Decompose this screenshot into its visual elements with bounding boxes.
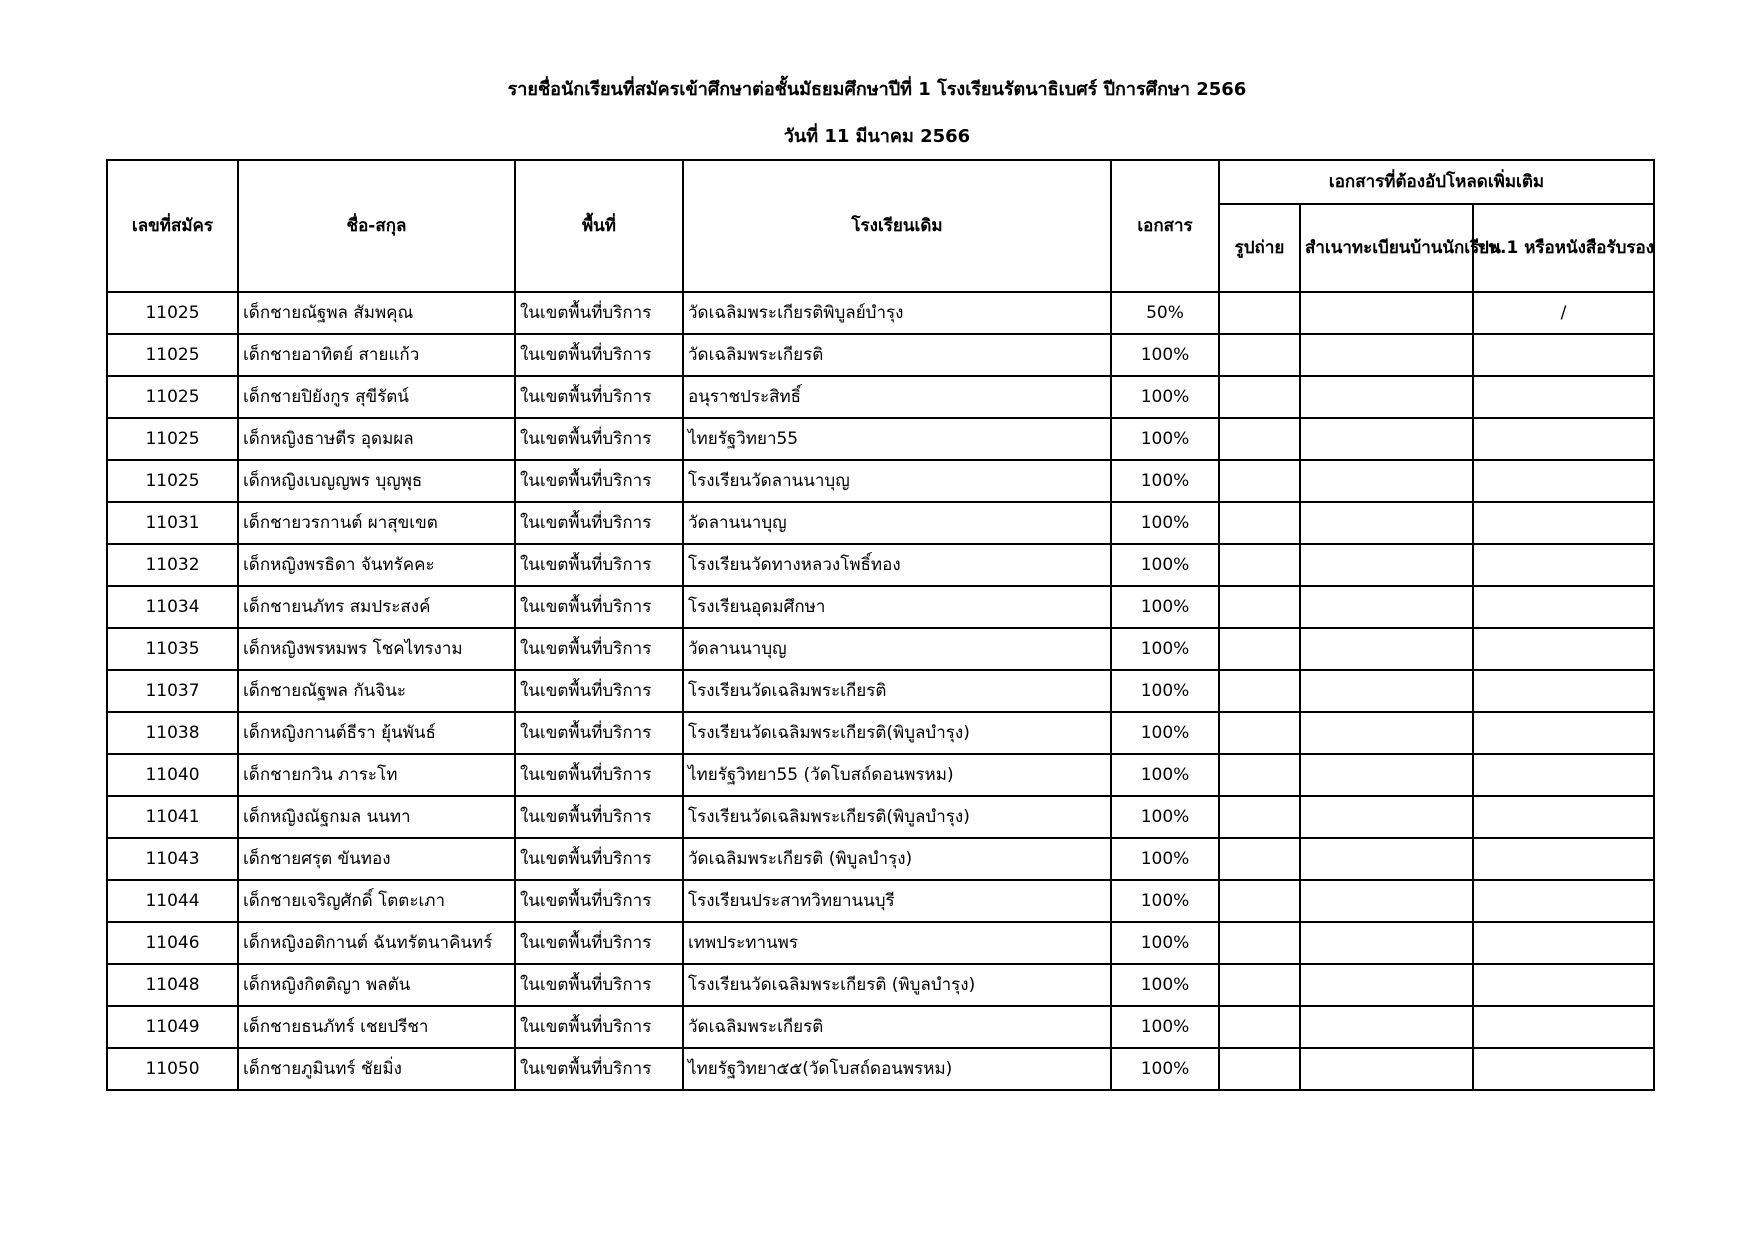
cell-house-reg	[1300, 754, 1473, 796]
header-docs: เอกสาร	[1111, 160, 1219, 292]
cell-app-no: 11038	[107, 712, 238, 754]
table-row	[107, 628, 1654, 670]
cell-app-no: 11025	[107, 292, 238, 334]
table-row	[107, 964, 1654, 1006]
cell-transcript	[1473, 1006, 1654, 1048]
cell-name: เด็กชายภูมินทร์ ชัยมิ่ง	[238, 1048, 515, 1090]
cell-transcript	[1473, 712, 1654, 754]
header-upload-group: เอกสารที่ต้องอัปโหลดเพิ่มเติม	[1219, 160, 1654, 204]
cell-app-no: 11025	[107, 334, 238, 376]
table-row	[107, 1048, 1654, 1090]
cell-area: ในเขตพื้นที่บริการ	[515, 292, 683, 334]
cell-transcript	[1473, 376, 1654, 418]
cell-app-no: 11040	[107, 754, 238, 796]
cell-photo	[1219, 922, 1300, 964]
table-row	[107, 502, 1654, 544]
cell-docs: 100%	[1111, 502, 1219, 544]
cell-name: เด็กหญิงธาษตีร อุดมผล	[238, 418, 515, 460]
cell-prev-school: โรงเรียนวัดเฉลิมพระเกียรติ(พิบูลบำรุง)	[683, 712, 1111, 754]
table-row	[107, 544, 1654, 586]
cell-docs: 100%	[1111, 838, 1219, 880]
cell-prev-school: วัดลานนาบุญ	[683, 628, 1111, 670]
cell-house-reg	[1300, 292, 1473, 334]
cell-house-reg	[1300, 964, 1473, 1006]
cell-prev-school: โรงเรียนวัดทางหลวงโพธิ์ทอง	[683, 544, 1111, 586]
cell-name: เด็กชายณัฐพล กันจินะ	[238, 670, 515, 712]
cell-transcript	[1473, 964, 1654, 1006]
cell-name: เด็กหญิงอติกานต์ ฉันทรัตนาคินทร์	[238, 922, 515, 964]
cell-house-reg	[1300, 376, 1473, 418]
cell-docs: 100%	[1111, 334, 1219, 376]
cell-transcript	[1473, 418, 1654, 460]
cell-house-reg	[1300, 544, 1473, 586]
table-body	[107, 292, 1654, 1090]
cell-prev-school: วัดลานนาบุญ	[683, 502, 1111, 544]
cell-photo	[1219, 418, 1300, 460]
cell-name: เด็กชายกวิน ภาระโท	[238, 754, 515, 796]
cell-photo	[1219, 754, 1300, 796]
cell-transcript	[1473, 544, 1654, 586]
cell-transcript	[1473, 502, 1654, 544]
cell-app-no: 11043	[107, 838, 238, 880]
document-title: รายชื่อนักเรียนที่สมัครเข้าศึกษาต่อชั้นมัธยมศึกษาปีที่ 1 โรงเรียนรัตนาธิเบศร์ ปีการศึกษา 2566	[507, 79, 1247, 100]
cell-name: เด็กชายปิยังกูร สุขีรัตน์	[238, 376, 515, 418]
cell-photo	[1219, 712, 1300, 754]
cell-photo	[1219, 880, 1300, 922]
cell-docs: 100%	[1111, 628, 1219, 670]
cell-prev-school: โรงเรียนวัดเฉลิมพระเกียรติ (พิบูลบำรุง)	[683, 964, 1111, 1006]
header-app-no: เลขที่สมัคร	[107, 160, 238, 292]
table-row	[107, 712, 1654, 754]
cell-app-no: 11034	[107, 586, 238, 628]
table-row	[107, 796, 1654, 838]
cell-docs: 100%	[1111, 1006, 1219, 1048]
cell-transcript	[1473, 586, 1654, 628]
cell-house-reg	[1300, 922, 1473, 964]
cell-docs: 100%	[1111, 880, 1219, 922]
cell-docs: 100%	[1111, 754, 1219, 796]
cell-house-reg	[1300, 418, 1473, 460]
cell-prev-school: วัดเฉลิมพระเกียรติ	[683, 334, 1111, 376]
cell-prev-school: วัดเฉลิมพระเกียรติ	[683, 1006, 1111, 1048]
cell-house-reg	[1300, 628, 1473, 670]
cell-name: เด็กชายอาทิตย์ สายแก้ว	[238, 334, 515, 376]
table-row	[107, 586, 1654, 628]
header-name: ชื่อ-สกุล	[238, 160, 515, 292]
cell-app-no: 11046	[107, 922, 238, 964]
document-date: วันที่ 11 มีนาคม 2566	[783, 126, 971, 147]
cell-name: เด็กชายศรุต ขันทอง	[238, 838, 515, 880]
header-prev-school: โรงเรียนเดิม	[683, 160, 1111, 292]
cell-app-no: 11049	[107, 1006, 238, 1048]
cell-house-reg	[1300, 586, 1473, 628]
cell-app-no: 11025	[107, 376, 238, 418]
cell-house-reg	[1300, 880, 1473, 922]
cell-house-reg	[1300, 712, 1473, 754]
cell-prev-school: โรงเรียนวัดเฉลิมพระเกียรติ	[683, 670, 1111, 712]
cell-photo	[1219, 376, 1300, 418]
cell-docs: 100%	[1111, 544, 1219, 586]
cell-prev-school: ไทยรัฐวิทยา55	[683, 418, 1111, 460]
table-row	[107, 754, 1654, 796]
cell-photo	[1219, 1006, 1300, 1048]
table-row	[107, 418, 1654, 460]
cell-transcript	[1473, 754, 1654, 796]
cell-area: ในเขตพื้นที่บริการ	[515, 1006, 683, 1048]
cell-photo	[1219, 586, 1300, 628]
cell-app-no: 11031	[107, 502, 238, 544]
cell-photo	[1219, 502, 1300, 544]
table-row	[107, 292, 1654, 334]
cell-photo	[1219, 628, 1300, 670]
cell-docs: 100%	[1111, 376, 1219, 418]
cell-docs: 100%	[1111, 670, 1219, 712]
cell-transcript	[1473, 334, 1654, 376]
cell-photo	[1219, 670, 1300, 712]
cell-prev-school: อนุราชประสิทธิ์	[683, 376, 1111, 418]
cell-area: ในเขตพื้นที่บริการ	[515, 376, 683, 418]
header-transcript: ปพ.1 หรือหนังสือรับรอง	[1473, 204, 1654, 292]
header-photo: รูปถ่าย	[1219, 204, 1300, 292]
cell-app-no: 11025	[107, 418, 238, 460]
cell-name: เด็กชายนภัทร สมประสงค์	[238, 586, 515, 628]
cell-docs: 100%	[1111, 964, 1219, 1006]
cell-name: เด็กหญิงกานต์ธีรา ยุ้นพันธ์	[238, 712, 515, 754]
cell-house-reg	[1300, 1006, 1473, 1048]
cell-transcript	[1473, 922, 1654, 964]
cell-app-no: 11032	[107, 544, 238, 586]
cell-prev-school: วัดเฉลิมพระเกียรติ (พิบูลบำรุง)	[683, 838, 1111, 880]
cell-area: ในเขตพื้นที่บริการ	[515, 460, 683, 502]
cell-area: ในเขตพื้นที่บริการ	[515, 1048, 683, 1090]
cell-photo	[1219, 334, 1300, 376]
cell-area: ในเขตพื้นที่บริการ	[515, 838, 683, 880]
cell-prev-school: โรงเรียนวัดลานนาบุญ	[683, 460, 1111, 502]
cell-area: ในเขตพื้นที่บริการ	[515, 796, 683, 838]
cell-house-reg	[1300, 670, 1473, 712]
cell-house-reg	[1300, 334, 1473, 376]
cell-app-no: 11037	[107, 670, 238, 712]
cell-photo	[1219, 964, 1300, 1006]
cell-house-reg	[1300, 1048, 1473, 1090]
cell-name: เด็กชายธนภัทร์ เชยปรีชา	[238, 1006, 515, 1048]
cell-docs: 100%	[1111, 586, 1219, 628]
table-row	[107, 838, 1654, 880]
cell-area: ในเขตพื้นที่บริการ	[515, 754, 683, 796]
cell-area: ในเขตพื้นที่บริการ	[515, 964, 683, 1006]
cell-house-reg	[1300, 838, 1473, 880]
cell-house-reg	[1300, 796, 1473, 838]
cell-docs: 100%	[1111, 418, 1219, 460]
cell-name: เด็กหญิงพรหมพร โชคไทรงาม	[238, 628, 515, 670]
cell-name: เด็กชายเจริญศักดิ์ โตตะเภา	[238, 880, 515, 922]
cell-transcript	[1473, 628, 1654, 670]
cell-app-no: 11048	[107, 964, 238, 1006]
cell-name: เด็กชายวรกานต์ ผาสุขเขต	[238, 502, 515, 544]
cell-prev-school: ไทยรัฐวิทยา55 (วัดโบสถ์ดอนพรหม)	[683, 754, 1111, 796]
cell-area: ในเขตพื้นที่บริการ	[515, 502, 683, 544]
applicant-table	[106, 159, 1655, 1091]
header-area: พื้นที่	[515, 160, 683, 292]
table-row	[107, 1006, 1654, 1048]
cell-photo	[1219, 460, 1300, 502]
table-row	[107, 460, 1654, 502]
cell-area: ในเขตพื้นที่บริการ	[515, 544, 683, 586]
cell-photo	[1219, 796, 1300, 838]
cell-house-reg	[1300, 460, 1473, 502]
cell-docs: 100%	[1111, 460, 1219, 502]
cell-app-no: 11041	[107, 796, 238, 838]
cell-area: ในเขตพื้นที่บริการ	[515, 628, 683, 670]
table-row	[107, 880, 1654, 922]
cell-transcript	[1473, 460, 1654, 502]
cell-docs: 50%	[1111, 292, 1219, 334]
cell-photo	[1219, 544, 1300, 586]
cell-prev-school: เทพประทานพร	[683, 922, 1111, 964]
cell-photo	[1219, 838, 1300, 880]
cell-photo	[1219, 292, 1300, 334]
cell-area: ในเขตพื้นที่บริการ	[515, 418, 683, 460]
cell-transcript	[1473, 1048, 1654, 1090]
cell-house-reg	[1300, 502, 1473, 544]
cell-app-no: 11044	[107, 880, 238, 922]
cell-prev-school: โรงเรียนประสาทวิทยานนบุรี	[683, 880, 1111, 922]
cell-prev-school: วัดเฉลิมพระเกียรติพิบูลย์บำรุง	[683, 292, 1111, 334]
table-row	[107, 334, 1654, 376]
cell-transcript	[1473, 670, 1654, 712]
cell-prev-school: โรงเรียนวัดเฉลิมพระเกียรติ(พิบูลบำรุง)	[683, 796, 1111, 838]
cell-app-no: 11035	[107, 628, 238, 670]
cell-transcript	[1473, 796, 1654, 838]
cell-docs: 100%	[1111, 922, 1219, 964]
cell-name: เด็กหญิงณัฐกมล นนทา	[238, 796, 515, 838]
cell-photo	[1219, 1048, 1300, 1090]
cell-name: เด็กชายณัฐพล สัมพคุณ	[238, 292, 515, 334]
table-row	[107, 922, 1654, 964]
cell-prev-school: โรงเรียนอุดมศึกษา	[683, 586, 1111, 628]
cell-app-no: 11050	[107, 1048, 238, 1090]
cell-transcript: /	[1473, 292, 1654, 334]
cell-area: ในเขตพื้นที่บริการ	[515, 586, 683, 628]
cell-area: ในเขตพื้นที่บริการ	[515, 712, 683, 754]
cell-name: เด็กหญิงกิตติญา พลตัน	[238, 964, 515, 1006]
cell-transcript	[1473, 838, 1654, 880]
cell-area: ในเขตพื้นที่บริการ	[515, 334, 683, 376]
cell-area: ในเขตพื้นที่บริการ	[515, 880, 683, 922]
table-row	[107, 376, 1654, 418]
cell-prev-school: ไทยรัฐวิทยา๕๕(วัดโบสถ์ดอนพรหม)	[683, 1048, 1111, 1090]
cell-transcript	[1473, 880, 1654, 922]
cell-app-no: 11025	[107, 460, 238, 502]
cell-area: ในเขตพื้นที่บริการ	[515, 922, 683, 964]
cell-docs: 100%	[1111, 1048, 1219, 1090]
cell-area: ในเขตพื้นที่บริการ	[515, 670, 683, 712]
cell-name: เด็กหญิงพรธิดา จันทรัคคะ	[238, 544, 515, 586]
cell-docs: 100%	[1111, 796, 1219, 838]
cell-docs: 100%	[1111, 712, 1219, 754]
table-row	[107, 670, 1654, 712]
header-house-reg: สำเนาทะเบียนบ้านนักเรียน	[1300, 204, 1473, 292]
cell-name: เด็กหญิงเบญญพร บุญพุธ	[238, 460, 515, 502]
